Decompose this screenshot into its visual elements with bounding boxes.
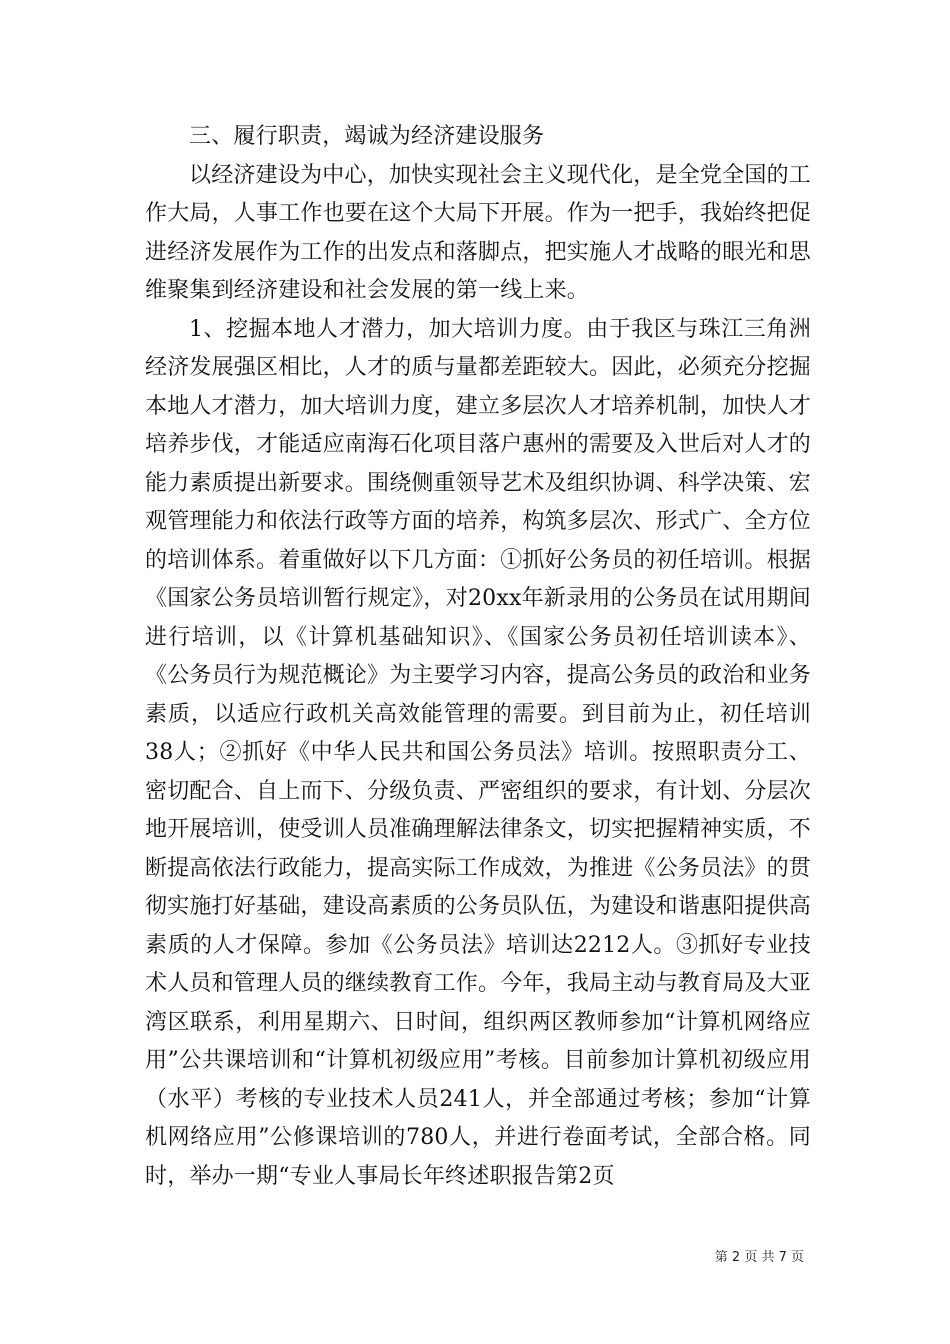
paragraph-intro: 以经济建设为中心，加快实现社会主义现代化，是全党全国的工作大局，人事工作也要在这个大局下开展。作为一把手，我始终把促进经济发展作为工作的出发点和落脚点，把实施人才战略的眼光和思维聚集到经济建设和社会发展的第一线上来。 [145,162,812,303]
section-heading: 三、履行职责，竭诚为经济建设服务 [189,124,545,149]
document-body [145,118,811,1196]
paragraph-training: 1、挖掘本地人才潜力，加大培训力度。由于我区与珠江三角洲经济发展强区相比，人才的质与量都差距较大。因此，必须充分挖掘本地人才潜力，加大培训力度，建立多层次人才培养机制，加快人才培养步伐，才能适应南海石化项目落户惠州的需要及入世后对人才的能力素质提出新要求。围绕侧重领导艺术及组织协调、科学决策、宏观管理能力和依法行政等方面的培养，构筑多层次、形式广、全方位的培训体系。着重做好以下几方面：①抓好公务员的初任培训。根据《国家公务员培训暂行规定》，对20xx年新录用的公务员在试用期间进行培训，以《计算机基础知识》、《国家公务员初任培训读本》、《公务员行为规范概论》为主要学习内容，提高公务员的政治和业务素质，以适应行政机关高效能管理的需要。到目前为止，初任培训38人；②抓好《中华人民共和国公务员法》培训。按照职责分工、密切配合、自上而下、分级负责、严密组织的要求，有计划、分层次地开展培训，使受训人员准确理解法律条文，切实把握精神实质，不断提高依法行政能力，提高实际工作成效，为推进《公务员法》的贯彻实施打好基础，建设高素质的公务员队伍，为建设和谐惠阳提供高素质的人才保障。参加《公务员法》培训达2212人。③抓好专业技术人员和管理人员的继续教育工作。今年，我局主动与教育局及大亚湾区联系，利用星期六、日时间，组织两区教师参加“计算机网络应用”公共课培训和“计算机初级应用”考核。目前参加计算机初级应用（水平）考核的专业技术人员241人，并全部通过考核；参加“计算机网络应用”公修课培训的780人，并进行卷面考试，全部合格。同时，举办一期“专业人事局长年终述职报告第2页 [145,316,812,1189]
page-number-footer: 第 2 页 共 7 页 [714,1250,804,1265]
